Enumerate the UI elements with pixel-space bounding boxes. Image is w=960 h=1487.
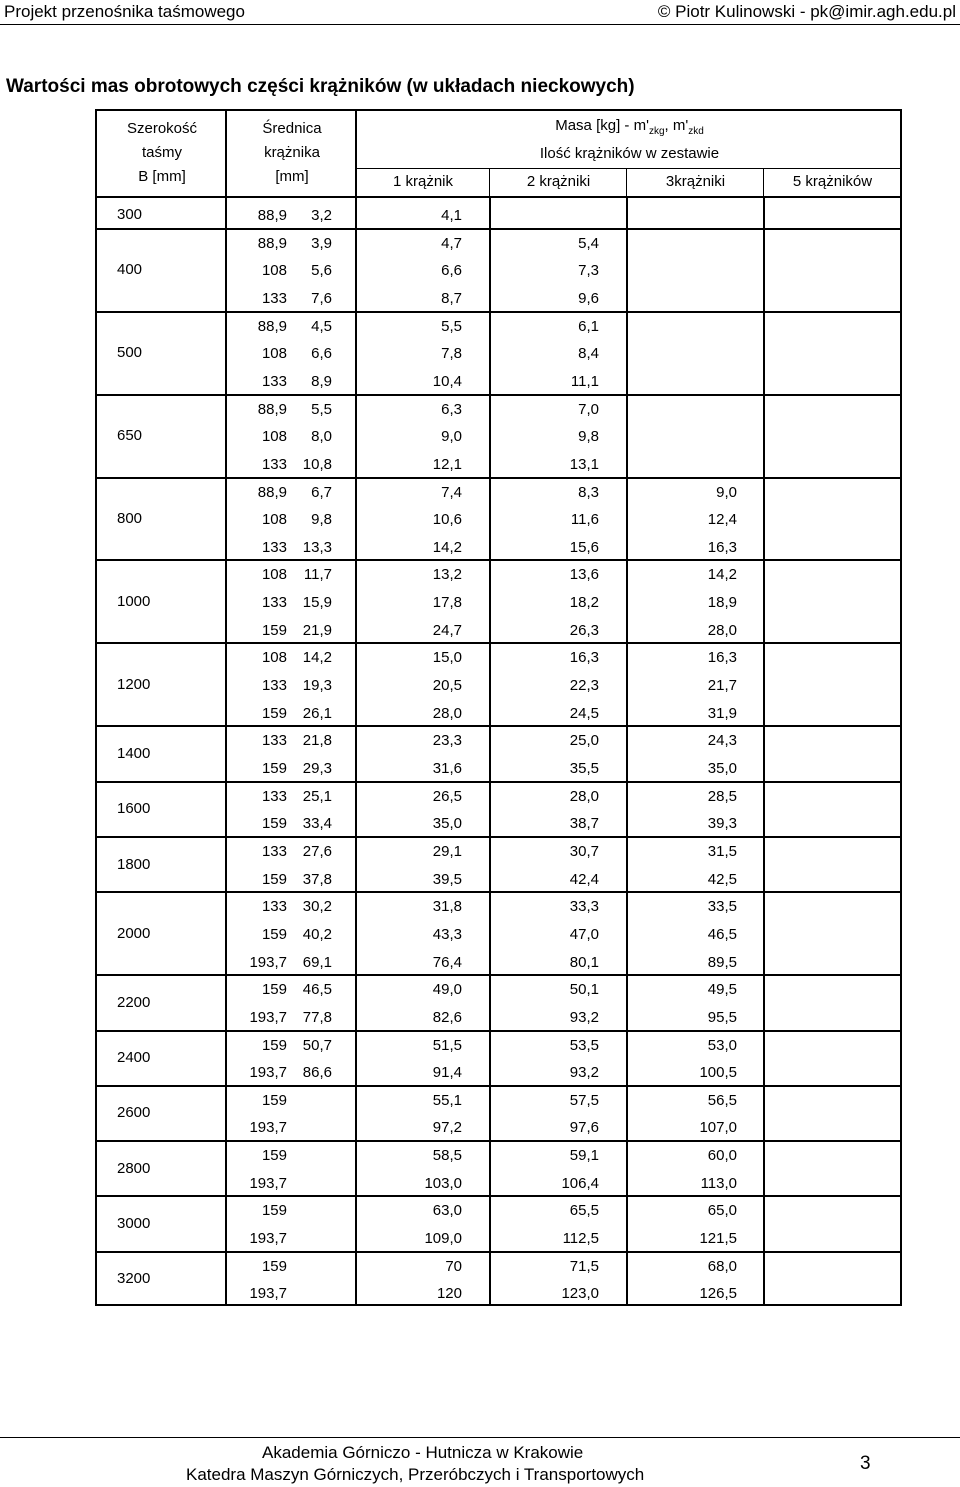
mass-cell: 18,9 [707,594,737,612]
mass-cell: 58,5 [432,1147,462,1165]
mass-cell: 27,6 [302,842,332,860]
subheader-divider [626,168,627,196]
idler-diameter-cell: 159 [261,870,287,888]
mass-cell: 13,6 [569,566,599,584]
subheader-1: 1 krążnik [392,173,454,190]
mass-cell: 35,0 [707,760,737,777]
mass-cell [232,1197,332,1224]
mass-cell: 9,6 [578,289,599,307]
mass-cell: 46,5 [302,981,332,999]
mass-cell: 80,1 [569,953,599,971]
mass-cell: 55,1 [432,1091,462,1109]
mass-cell: 4,1 [441,207,462,224]
idler-diameter-cell: 159 [261,815,287,833]
mass-cell: 13,1 [569,455,599,473]
mass-cell [232,1253,332,1280]
mass-cell: 120 [436,1285,462,1303]
mass-cell: 50,1 [569,981,599,999]
mass-header-sub2: zkd [688,126,704,137]
mass-cell [637,230,737,257]
mass-cell: 8,9 [311,372,332,390]
mass-cell: 11,1 [570,372,599,390]
belt-width-cell: 650 [117,427,143,445]
mass-cell: 68,0 [707,1257,737,1275]
mass-cell: 37,8 [302,870,332,888]
mass-cell: 16,3 [569,649,599,667]
mass-cell: 93,2 [569,1064,599,1082]
belt-width-cell: 2400 [117,1049,151,1067]
mass-cell: 39,3 [707,815,737,833]
mass-cell: 14,2 [302,649,332,667]
col-header-belt-width-line2: taśmy [141,144,182,161]
mass-cell: 33,4 [302,815,332,833]
mass-cell: 21,8 [302,732,332,750]
belt-width-cell: 2600 [117,1104,151,1122]
mass-cell: 123,0 [561,1285,599,1303]
mass-cell: 60,0 [707,1147,737,1165]
mass-cell: 24,7 [432,621,462,639]
mass-cell: 76,4 [432,953,462,971]
belt-width-cell: 2800 [117,1159,151,1177]
mass-cell [637,313,737,340]
idler-diameter-cell: 133 [261,898,287,916]
col-header-belt-width-line1: Szerokość [126,120,198,137]
mass-table [95,109,902,1306]
mass-cell: 65,5 [569,1202,599,1220]
count-header: Ilość krążników w zestawie [539,145,720,162]
belt-width-cell: 500 [117,344,143,362]
mass-cell: 7,3 [578,262,599,280]
mass-cell: 31,9 [707,704,737,722]
mass-cell: 23,3 [432,732,462,750]
mass-cell: 38,7 [569,815,599,833]
mass-cell: 25,0 [569,732,599,750]
idler-diameter-cell: 108 [261,649,287,667]
mass-cell: 18,2 [569,594,599,612]
idler-diameter-cell: 193,7 [249,1119,287,1137]
mass-cell: 10,4 [432,372,462,390]
header-bottom-line [97,196,902,198]
mass-cell [232,1142,332,1169]
page-number: 3 [860,1453,871,1474]
subheader-divider [763,168,764,196]
mass-cell: 59,1 [569,1147,599,1165]
mass-cell: 77,8 [302,1008,332,1026]
subheader-3: 3krążniki [665,173,726,190]
belt-width-cell: 1400 [117,745,151,762]
idler-diameter-cell: 159 [261,1091,287,1109]
belt-width-cell: 3200 [117,1270,151,1288]
mass-cell: 9,0 [716,483,737,501]
mass-cell: 31,5 [707,842,737,860]
mass-cell: 113,0 [700,1174,737,1192]
mass-cell: 15,0 [432,649,462,667]
idler-diameter-cell: 88,9 [257,400,287,418]
mass-cell: 16,3 [707,649,737,667]
mass-cell: 8,0 [311,428,332,446]
belt-width-cell: 2200 [117,993,151,1011]
column-divider [626,196,628,1304]
mass-cell: 12,1 [432,455,462,473]
mass-cell: 15,6 [569,538,599,556]
idler-diameter-cell: 133 [261,594,287,612]
mass-cell: 53,5 [569,1036,599,1054]
footer-divider [0,1437,960,1438]
idler-diameter-cell: 133 [261,677,287,695]
mass-cell: 10,8 [302,455,332,473]
mass-cell: 95,5 [707,1008,737,1026]
mass-cell: 9,0 [441,428,462,446]
idler-diameter-cell: 193,7 [249,1285,287,1303]
mass-cell: 24,5 [569,704,599,722]
col-header-idler-diameter [227,117,357,189]
idler-diameter-cell: 193,7 [249,1230,287,1248]
idler-diameter-cell: 108 [261,345,287,363]
belt-width-cell: 3000 [117,1215,151,1233]
mass-cell: 11,6 [570,511,599,529]
mass-cell: 109,0 [424,1230,462,1248]
mass-cell: 17,8 [432,594,462,612]
mass-cell: 24,3 [707,732,737,750]
mass-cell: 33,3 [569,898,599,916]
mass-cell: 7,0 [578,400,599,418]
page-footer [0,1441,960,1487]
mass-cell [232,1114,332,1141]
idler-diameter-cell: 88,9 [257,483,287,501]
mass-cell: 9,8 [311,511,332,529]
col-header-belt-width-line3: B [mm] [138,168,186,185]
mass-header-mid: , m' [664,117,689,134]
mass-cell: 71,5 [569,1257,599,1275]
mass-cell: 106,4 [561,1174,599,1192]
column-divider [355,111,357,1304]
col-header-idler-diameter-line2: krążnika [264,144,320,161]
mass-cell: 8,4 [578,345,599,363]
mass-cell: 35,5 [569,760,599,777]
mass-cell [499,202,599,229]
mass-cell: 3,9 [311,234,332,252]
mass-header [357,114,902,144]
col-header-idler-diameter-line1: Średnica [262,120,322,137]
mass-cell: 103,0 [424,1174,462,1192]
header-subdivider [357,168,902,169]
mass-cell: 57,5 [569,1091,599,1109]
mass-cell: 49,0 [432,981,462,999]
mass-cell [637,368,737,395]
mass-cell: 21,9 [302,621,332,639]
page-title: Wartości mas obrotowych części krążników (w układach nieckowych) [6,76,635,97]
mass-cell: 20,5 [432,677,462,695]
mass-cell: 13,3 [302,538,332,556]
mass-cell: 7,8 [441,345,462,363]
mass-cell: 6,1 [578,317,599,335]
mass-cell: 93,2 [569,1008,599,1026]
mass-cell: 82,6 [432,1008,462,1026]
mass-cell: 107,0 [699,1119,737,1137]
idler-diameter-cell: 159 [261,621,287,639]
mass-cell: 16,3 [707,538,737,556]
subheader-4: 5 krążników [792,173,873,190]
mass-cell: 5,4 [578,234,599,252]
column-divider [763,196,765,1304]
mass-cell: 30,2 [302,898,332,916]
mass-cell: 97,2 [432,1119,462,1137]
mass-cell: 5,6 [311,262,332,280]
column-divider [489,196,491,1304]
mass-cell: 121,5 [699,1230,737,1248]
footer-university: Akademia Górniczo - Hutnicza w Krakowie [262,1443,584,1462]
mass-cell: 33,5 [707,898,737,916]
mass-cell: 14,2 [707,566,737,584]
mass-cell: 51,5 [432,1036,462,1054]
mass-cell: 12,4 [707,511,737,529]
idler-diameter-cell: 193,7 [249,1008,287,1026]
mass-cell: 22,3 [569,677,599,695]
mass-cell: 28,0 [432,704,462,722]
mass-cell: 28,0 [569,787,599,805]
mass-cell: 47,0 [569,925,599,943]
mass-cell: 69,1 [302,953,332,971]
mass-cell [637,285,737,312]
mass-cell: 19,3 [302,677,332,695]
mass-cell [232,1225,332,1252]
mass-cell: 21,7 [707,677,737,695]
mass-cell: 6,6 [311,345,332,363]
mass-cell: 65,0 [707,1202,737,1220]
mass-cell: 30,7 [569,842,599,860]
mass-cell: 6,6 [441,262,462,280]
belt-width-cell: 1000 [117,592,151,610]
mass-cell: 86,6 [302,1064,332,1082]
mass-cell: 7,6 [311,289,332,307]
mass-cell [637,202,737,229]
mass-cell: 35,0 [432,815,462,833]
idler-diameter-cell: 108 [261,428,287,446]
mass-cell: 49,5 [707,981,737,999]
mass-cell: 26,5 [432,787,462,805]
mass-cell [637,340,737,367]
idler-diameter-cell: 133 [261,289,287,307]
idler-diameter-cell: 108 [261,566,287,584]
mass-cell: 56,5 [707,1091,737,1109]
mass-cell: 126,5 [699,1285,737,1303]
mass-cell: 4,7 [441,234,462,252]
mass-cell: 31,8 [432,898,462,916]
idler-diameter-cell: 159 [261,1036,287,1054]
header-author: © Piotr Kulinowski - pk@imir.agh.edu.pl [657,2,956,21]
mass-header-sub1: zkg [648,126,665,137]
mass-cell: 42,5 [707,870,737,888]
subheader-divider [489,168,490,196]
idler-diameter-cell: 133 [261,455,287,473]
idler-diameter-cell: 193,7 [249,953,287,971]
mass-cell: 28,5 [707,787,737,805]
idler-diameter-cell: 159 [261,981,287,999]
col-header-idler-diameter-line3: [mm] [275,168,309,185]
idler-diameter-cell: 133 [261,732,287,750]
mass-cell: 46,5 [707,925,737,943]
idler-diameter-cell: 108 [261,511,287,529]
mass-cell: 50,7 [302,1036,332,1054]
mass-cell: 70 [445,1257,462,1275]
idler-diameter-cell: 159 [261,1147,287,1165]
footer-department: Katedra Maszyn Górniczych, Przeróbczych i Transportowych [186,1465,645,1484]
mass-cell: 4,5 [311,317,332,335]
belt-width-cell: 800 [117,509,143,527]
mass-cell [637,451,737,478]
idler-diameter-cell: 88,9 [257,207,287,224]
idler-diameter-cell: 159 [261,925,287,943]
mass-cell: 8,7 [441,289,462,307]
mass-cell: 8,3 [578,483,599,501]
mass-cell: 11,7 [303,566,332,584]
idler-diameter-cell: 159 [261,1257,287,1275]
mass-cell: 9,8 [578,428,599,446]
idler-diameter-cell: 133 [261,842,287,860]
idler-diameter-cell: 159 [261,704,287,722]
mass-cell: 43,3 [432,925,462,943]
page-header [0,0,960,22]
mass-cell: 29,3 [302,760,332,777]
mass-cell: 26,3 [569,621,599,639]
mass-cell [232,1280,332,1307]
mass-cell: 63,0 [432,1202,462,1220]
header-project-title: Projekt przenośnika taśmowego [4,2,245,21]
header-divider [0,24,960,25]
mass-cell: 15,9 [302,594,332,612]
belt-width-cell: 300 [117,205,143,223]
mass-cell: 89,5 [707,953,737,971]
mass-cell: 6,3 [441,400,462,418]
idler-diameter-cell: 108 [261,262,287,280]
mass-header-prefix: Masa [kg] - m' [555,117,649,134]
mass-cell: 42,4 [569,870,599,888]
belt-width-cell: 1200 [117,675,151,693]
mass-cell: 6,7 [311,483,332,501]
column-divider [225,111,227,1304]
mass-cell: 31,6 [432,760,462,777]
idler-diameter-cell: 133 [261,372,287,390]
mass-cell: 53,0 [707,1036,737,1054]
subheader-2: 2 krążniki [526,173,591,190]
mass-cell: 26,1 [302,704,332,722]
belt-width-cell: 2000 [117,924,151,942]
mass-cell: 25,1 [302,787,332,805]
mass-cell: 100,5 [699,1064,737,1082]
mass-cell: 13,2 [432,566,462,584]
idler-diameter-cell: 88,9 [257,234,287,252]
belt-width-cell: 400 [117,261,143,279]
mass-cell: 39,5 [432,870,462,888]
belt-width-cell: 1800 [117,855,151,873]
mass-cell: 5,5 [441,317,462,335]
mass-cell [637,423,737,450]
mass-cell: 29,1 [432,842,462,860]
mass-cell: 7,4 [441,483,462,501]
idler-diameter-cell: 133 [261,787,287,805]
idler-diameter-cell: 159 [261,1202,287,1220]
idler-diameter-cell: 193,7 [249,1064,287,1082]
idler-diameter-cell: 88,9 [257,317,287,335]
belt-width-cell: 1600 [117,800,151,818]
mass-cell [637,257,737,284]
mass-cell: 112,5 [562,1230,599,1248]
mass-cell: 40,2 [302,925,332,943]
mass-cell: 14,2 [432,538,462,556]
idler-diameter-cell: 193,7 [249,1174,287,1192]
mass-cell: 10,6 [432,511,462,529]
idler-diameter-cell: 159 [261,760,287,777]
mass-cell: 91,4 [432,1064,462,1082]
mass-cell: 97,6 [569,1119,599,1137]
mass-cell: 3,2 [311,207,332,224]
mass-cell [637,396,737,423]
col-header-belt-width [97,117,227,189]
idler-diameter-cell: 133 [261,538,287,556]
mass-cell: 28,0 [707,621,737,639]
mass-cell: 5,5 [311,400,332,418]
mass-cell [232,1170,332,1197]
mass-cell [232,1087,332,1114]
